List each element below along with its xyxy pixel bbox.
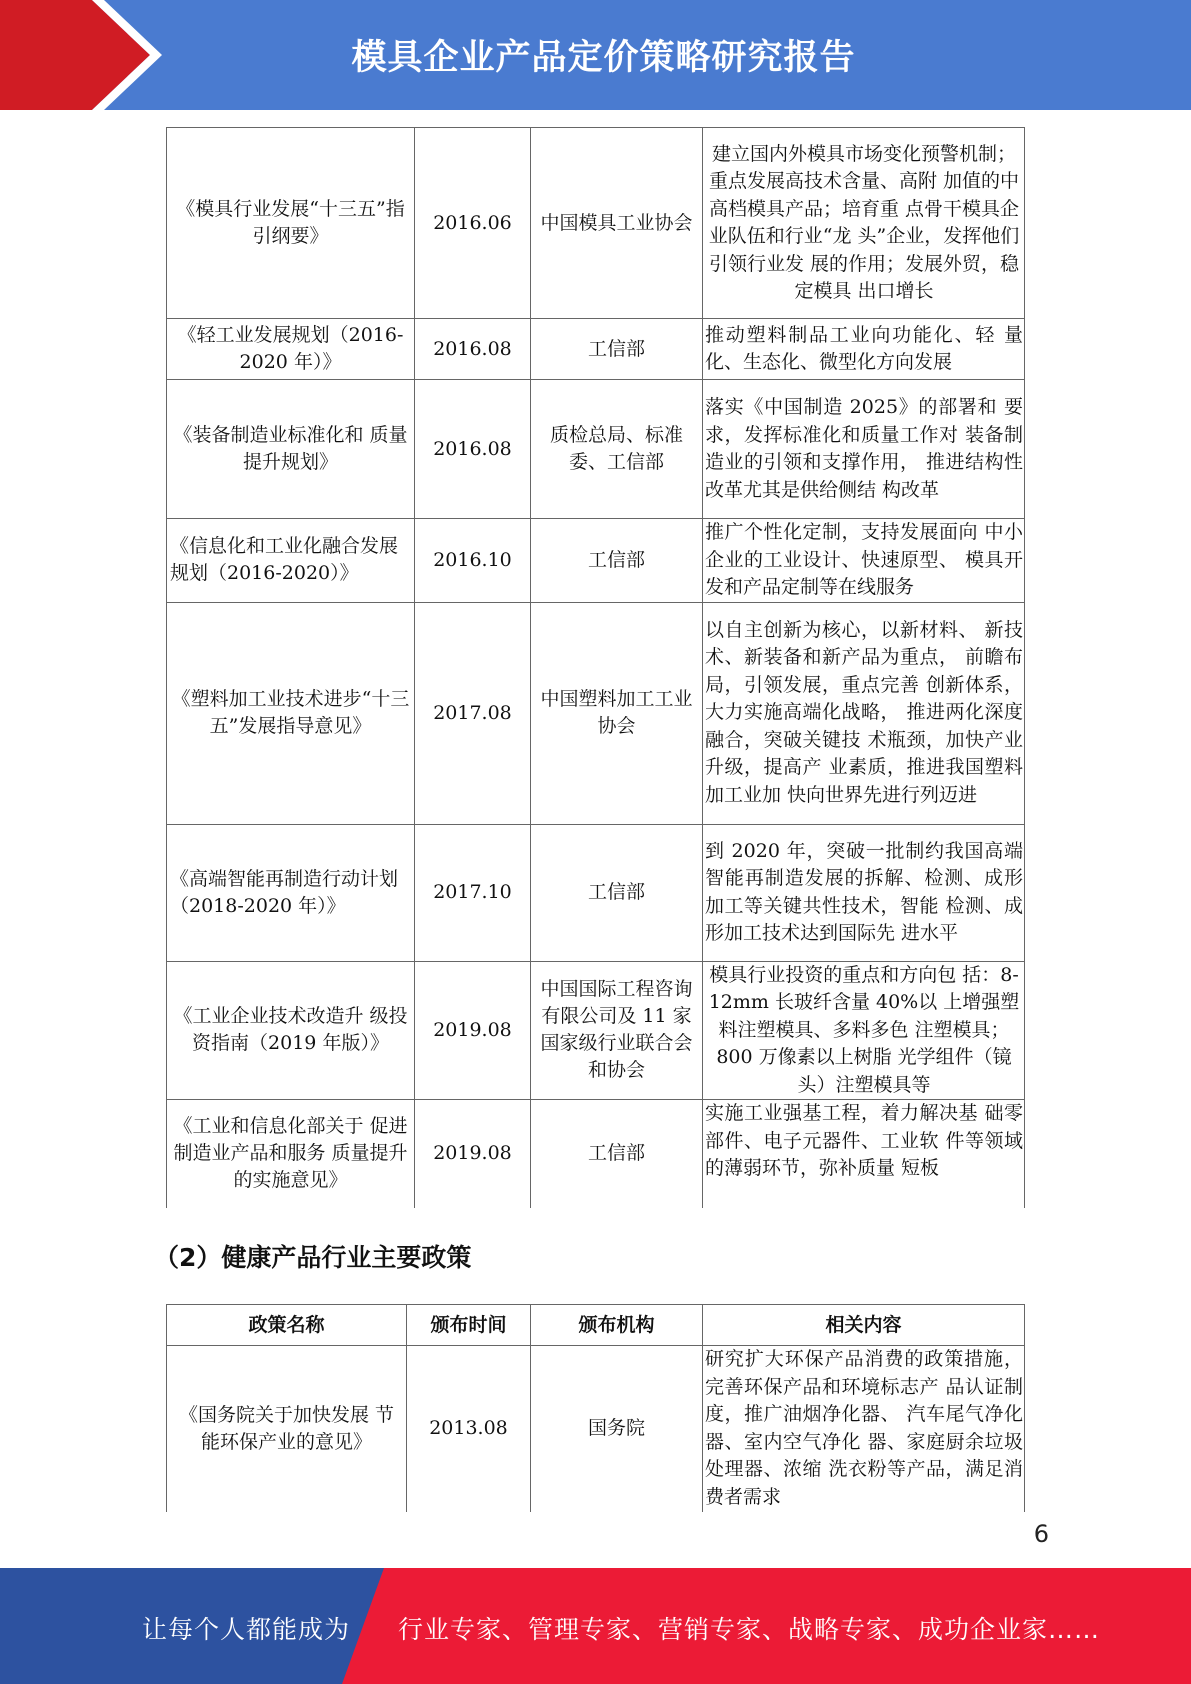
table-row bbox=[167, 961, 1025, 1100]
table-row bbox=[167, 602, 1025, 824]
policy-content: 建立国内外模具市场变化预警机制；重点发展高技术含量、高附 加值的中高档模具产品；培育重 点骨干模具企业队伍和行业“龙 头”企业，发挥他们引领行业发 展的作用；发展外贸，稳定模具 出口增长 bbox=[703, 128, 1025, 319]
policy-name: 《信息化和工业化融合发展规划（2016-2020）》 bbox=[167, 519, 415, 603]
policy-agency: 工信部 bbox=[531, 519, 703, 603]
page-number: 6 bbox=[1033, 1520, 1049, 1548]
footer-slogan-left: 让每个人都能成为 bbox=[142, 1615, 351, 1644]
policy-agency: 中国模具工业协会 bbox=[531, 128, 703, 319]
policy-content: 实施工业强基工程，着力解决基 础零部件、电子元器件、工业软 件等领域的薄弱环节，弥补质量 短板 bbox=[703, 1100, 1025, 1208]
policy-name: 《工业企业技术改造升 级投资指南（2019 年版）》 bbox=[167, 961, 415, 1100]
policy-content: 到 2020 年，突破一批制约我国高端智能再制造发展的拆解、检测、成形加工等关键共性技术，智能 检测、成形加工技术达到国际先 进水平 bbox=[703, 824, 1025, 961]
policy-date: 2013.08 bbox=[407, 1346, 531, 1512]
policy-agency: 工信部 bbox=[531, 319, 703, 380]
policy-date: 2016.08 bbox=[415, 319, 531, 380]
policy-date: 2019.08 bbox=[415, 961, 531, 1100]
policy-table-molds bbox=[166, 127, 1025, 1208]
policy-date: 2016.06 bbox=[415, 128, 531, 319]
page-footer bbox=[0, 1568, 1191, 1684]
footer-slogan-right: 行业专家、管理专家、营销专家、战略专家、成功企业家…… bbox=[398, 1615, 1101, 1644]
table-row bbox=[167, 519, 1025, 603]
report-title: 模具企业产品定价策略研究报告 bbox=[351, 38, 856, 78]
policy-name: 《高端智能再制造行动计划（2018-2020 年）》 bbox=[167, 824, 415, 961]
policy-name: 《轻工业发展规划（2016-2020 年）》 bbox=[167, 319, 415, 380]
page-header bbox=[0, 0, 1191, 110]
policy-name: 《模具行业发展“十三五”指引纲要》 bbox=[167, 128, 415, 319]
table-row bbox=[167, 1346, 1025, 1512]
policy-agency: 中国国际工程咨询有限公司及 11 家国家级行业联合会和协会 bbox=[531, 961, 703, 1100]
policy-agency: 中国塑料加工工业协会 bbox=[531, 602, 703, 824]
policy-date: 2017.10 bbox=[415, 824, 531, 961]
table-row bbox=[167, 319, 1025, 380]
policy-date: 2017.08 bbox=[415, 602, 531, 824]
policy-table-health bbox=[166, 1304, 1025, 1512]
policy-agency: 质检总局、标准委、工信部 bbox=[531, 380, 703, 519]
policy-name: 《国务院关于加快发展 节能环保产业的意见》 bbox=[167, 1346, 407, 1512]
policy-name: 《装备制造业标准化和 质量提升规划》 bbox=[167, 380, 415, 519]
table-row bbox=[167, 824, 1025, 961]
policy-content: 模具行业投资的重点和方向包 括：8-12mm 长玻纤含量 40%以 上增强塑料注塑模具、多料多色 注塑模具；800 万像素以上树脂 光学组件（镜头）注塑模具等 bbox=[703, 961, 1025, 1100]
policy-name: 《工业和信息化部关于 促进制造业产品和服务 质量提升的实施意见》 bbox=[167, 1100, 415, 1208]
section-heading-health-policies: （2）健康产品行业主要政策 bbox=[154, 1243, 472, 1272]
policy-date: 2016.10 bbox=[415, 519, 531, 603]
column-header-name: 政策名称 bbox=[167, 1305, 407, 1346]
policy-content: 以自主创新为核心，以新材料、 新技术、新装备和新产品为重点， 前瞻布局，引领发展，重点完善 创新体系，大力实施高端化战略， 推进两化深度融合，突破关键技 术瓶颈，加快产业升级，提高产 业素质，推进我国塑料加工业加 快向世界先进行列迈进 bbox=[703, 602, 1025, 824]
policy-date: 2016.08 bbox=[415, 380, 531, 519]
policy-name: 《塑料加工业技术进步“十三五”发展指导意见》 bbox=[167, 602, 415, 824]
table-row bbox=[167, 380, 1025, 519]
policy-content: 落实《中国制造 2025》的部署和 要求，发挥标准化和质量工作对 装备制造业的引领和支撑作用， 推进结构性改革尤其是供给侧结 构改革 bbox=[703, 380, 1025, 519]
policy-agency: 工信部 bbox=[531, 824, 703, 961]
table-header-row bbox=[167, 1305, 1025, 1346]
policy-agency: 国务院 bbox=[531, 1346, 703, 1512]
table-row bbox=[167, 128, 1025, 319]
policy-date: 2019.08 bbox=[415, 1100, 531, 1208]
column-header-agency: 颁布机构 bbox=[531, 1305, 703, 1346]
policy-agency: 工信部 bbox=[531, 1100, 703, 1208]
column-header-content: 相关内容 bbox=[703, 1305, 1025, 1346]
policy-content: 研究扩大环保产品消费的政策措施，完善环保产品和环境标志产 品认证制度，推广油烟净化器、 汽车尾气净化器、室内空气净化 器、家庭厨余垃圾处理器、浓缩 洗衣粉等产品，满足消费者需求 bbox=[703, 1346, 1025, 1512]
policy-content: 推动塑料制品工业向功能化、轻 量化、生态化、微型化方向发展 bbox=[703, 319, 1025, 380]
policy-content: 推广个性化定制，支持发展面向 中小企业的工业设计、快速原型、 模具开发和产品定制等在线服务 bbox=[703, 519, 1025, 603]
column-header-date: 颁布时间 bbox=[407, 1305, 531, 1346]
table-row bbox=[167, 1100, 1025, 1208]
